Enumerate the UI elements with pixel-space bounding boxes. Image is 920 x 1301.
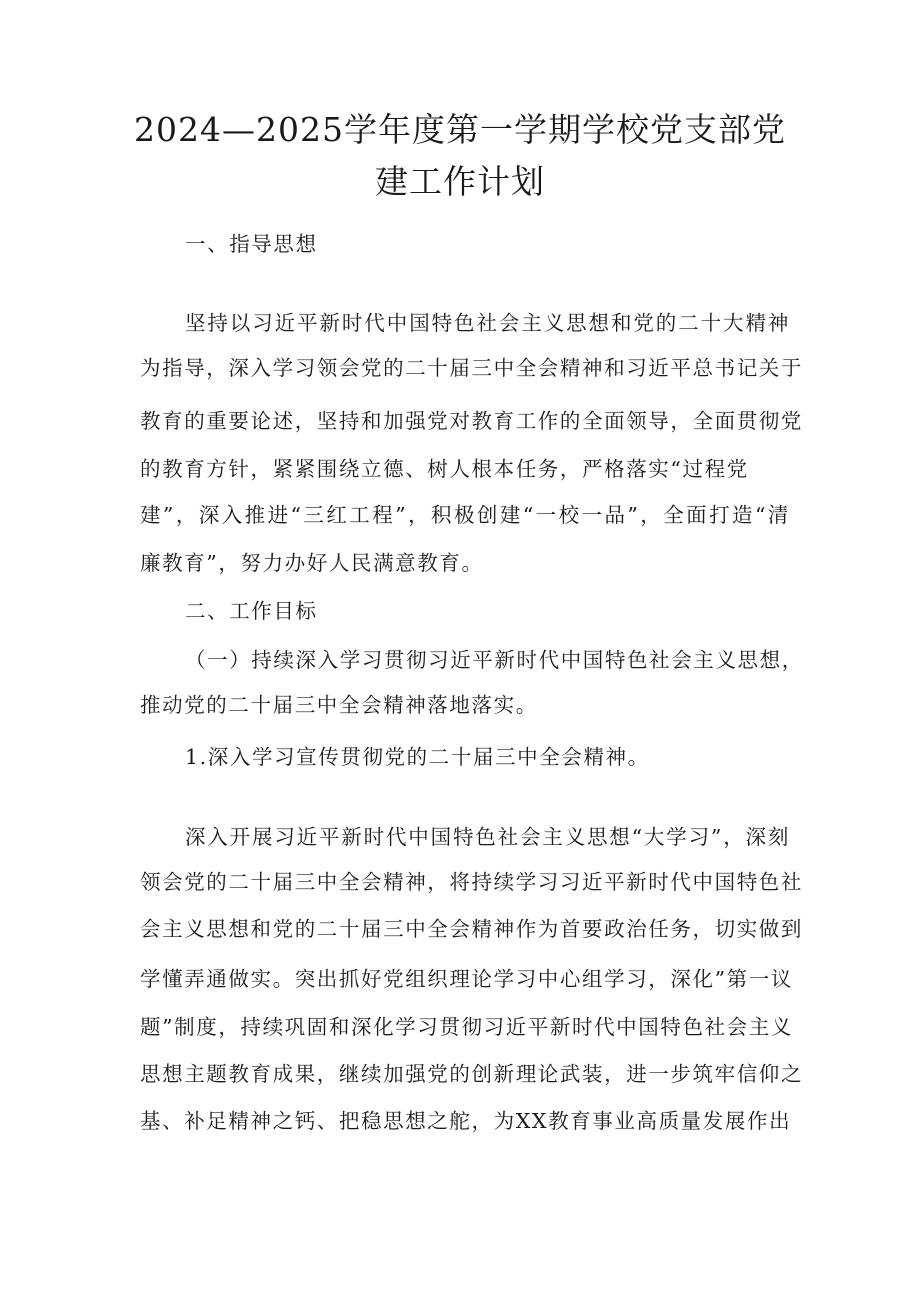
paragraph-line: 题”制度，持续巩固和深化学习贯彻习近平新时代中国特色社会主义 [140,1015,793,1039]
paragraph-line: 思想主题教育成果，继续加强党的创新理论武装，进一步筑牢信仰之 [140,1062,803,1086]
paragraph-line: 廉教育”，努力办好人民满意教育。 [140,551,484,575]
paragraph-line: 的教育方针，紧紧围绕立德、树人根本任务，严格落实“过程党 [140,457,749,481]
numbered-item-heading: 1.深入学习宣传贯彻党的二十届三中全会精神。 [185,745,650,769]
paragraph-line: 建”，深入推进“三红工程”，积极创建“一校一品”，全面打造“清 [140,503,790,527]
paragraph-line: 领会党的二十届三中全会精神，将持续学习习近平新时代中国特色社 [140,870,803,894]
section-heading-guiding-ideology: 一、指导思想 [185,232,318,256]
paragraph-line: 学懂弄通做实。突出抓好党组织理论学习中心组学习，深化”第一议 [140,967,793,991]
paragraph-line: 深入开展习近平新时代中国特色社会主义思想“大学习”，深刻 [185,825,790,849]
subsection-heading-line: （一）持续深入学习贯彻习近平新时代中国特色社会主义思想， [185,648,804,672]
section-heading-work-goals: 二、工作目标 [185,599,318,623]
subsection-heading-line: 推动党的二十届三中全会精神落地落实。 [140,693,538,717]
document-title-line-1: 2024—2025学年度第一学期学校党支部党 [134,110,786,149]
paragraph-line: 为指导，深入学习领会党的二十届三中全会精神和习近平总书记关于 [140,356,803,380]
paragraph-line: 坚持以习近平新时代中国特色社会主义思想和党的二十大精神 [185,311,790,335]
document-title-line-2: 建工作计划 [375,162,545,201]
paragraph-line: 会主义思想和党的二十届三中全会精神作为首要政治任务，切实做到 [140,917,803,941]
paragraph-line: 基、补足精神之钙、把稳思想之舵，为XX教育事业高质量发展作出 [140,1109,792,1133]
paragraph-line: 教育的重要论述，坚持和加强党对教育工作的全面领导，全面贯彻党 [140,409,803,433]
